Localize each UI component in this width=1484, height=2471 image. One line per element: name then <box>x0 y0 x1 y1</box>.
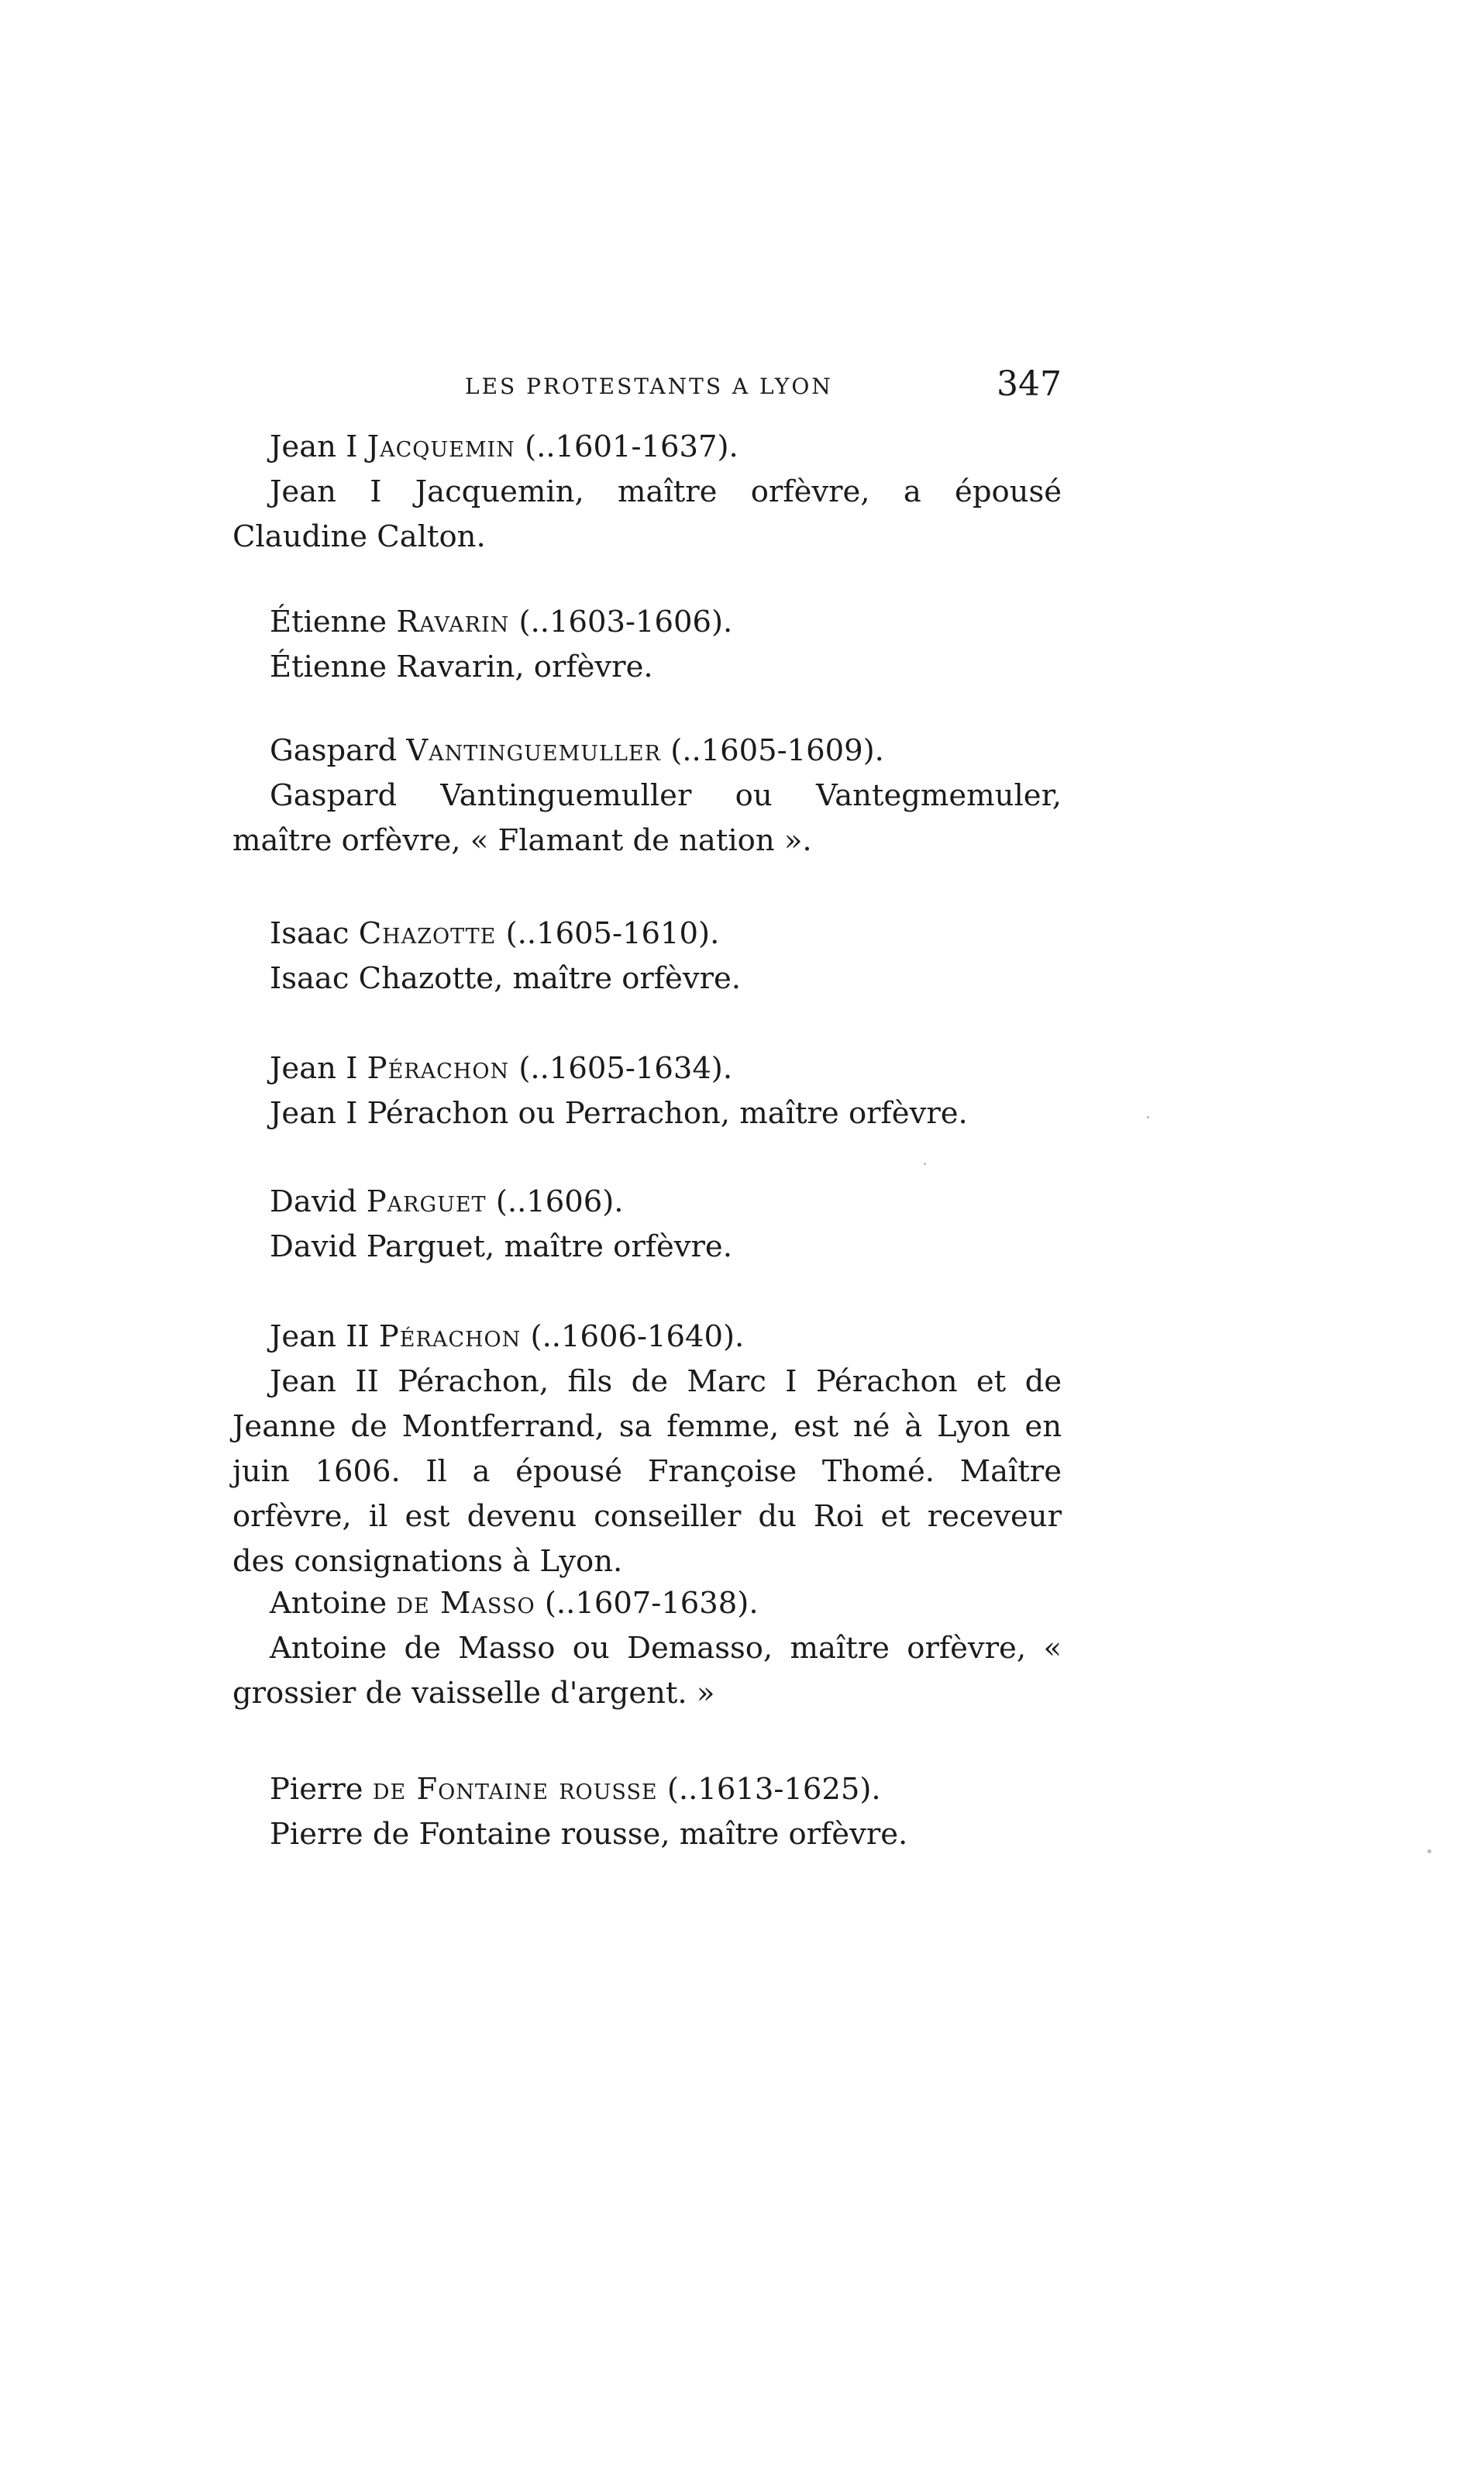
entry-heading <box>232 912 1062 956</box>
entry-body: Isaac Chazotte, maître orfèvre. <box>270 961 742 996</box>
entry-first-name: Pierre <box>270 1772 363 1807</box>
entry-dates: (..1605-1634). <box>518 1051 733 1086</box>
entry-dates: (..1606-1640). <box>530 1319 745 1354</box>
entry-surname: Vantinguemuller <box>406 733 661 768</box>
entry-body: Gaspard Vantinguemuller ou Vantegmemuler, maître orfèvre, « Flamant de nation ». <box>232 778 1062 858</box>
entry-surname: Chazotte <box>358 916 497 951</box>
entry-heading <box>232 729 1062 774</box>
entry-body: Jean I Pérachon ou Perrachon, maître orfèvre. <box>270 1096 968 1131</box>
entry-jean-ii-perachon <box>232 1315 1062 1584</box>
running-header <box>232 364 1062 419</box>
entry-surname: de Masso <box>396 1586 535 1621</box>
entry-antoine-de-masso <box>232 1581 1062 1716</box>
entry-dates: (..1607-1638). <box>544 1586 759 1621</box>
entry-dates: (..1601-1637). <box>525 429 739 464</box>
entry-david-parguet <box>232 1180 1062 1270</box>
paper-speck <box>1147 1116 1149 1118</box>
entry-pierre-de-fontaine-rousse <box>232 1767 1062 1857</box>
entry-surname: Jacquemin <box>367 429 515 464</box>
entry-heading <box>232 1315 1062 1360</box>
entry-body: David Parguet, maître orfèvre. <box>270 1229 732 1264</box>
entry-dates: (..1613-1625). <box>666 1772 881 1807</box>
page-number: 347 <box>997 364 1062 404</box>
entry-jean-i-jacquemin <box>232 425 1062 560</box>
entry-first-name: Jean I <box>270 429 358 464</box>
paper-speck <box>924 1163 926 1165</box>
entry-body: Antoine de Masso ou Demasso, maître orfèvre, « grossier de vaisselle d'argent. » <box>232 1631 1062 1711</box>
entry-jean-i-perachon <box>232 1046 1062 1136</box>
entry-gaspard-vantinguemuller <box>232 729 1062 863</box>
entry-surname: de Fontaine rousse <box>372 1772 658 1807</box>
entry-etienne-ravarin <box>232 600 1062 690</box>
entry-first-name: Étienne <box>270 605 387 639</box>
entry-dates: (..1605-1610). <box>505 916 720 951</box>
entry-surname: Ravarin <box>396 605 510 639</box>
entry-heading <box>232 1180 1062 1225</box>
entry-isaac-chazotte <box>232 912 1062 1001</box>
entry-surname: Pérachon <box>367 1051 510 1086</box>
entry-surname: Pérachon <box>378 1319 522 1354</box>
entry-body: Jean I Jacquemin, maître orfèvre, a épousé Claudine Calton. <box>232 474 1062 554</box>
entry-dates: (..1605-1609). <box>670 733 884 768</box>
entry-dates: (..1603-1606). <box>518 605 733 639</box>
entry-surname: Parguet <box>366 1184 487 1219</box>
paper-speck <box>1427 1849 1431 1853</box>
entry-first-name: Gaspard <box>270 733 398 768</box>
entry-dates: (..1606). <box>495 1184 624 1219</box>
entry-first-name: Antoine <box>270 1586 387 1621</box>
entry-heading <box>232 1046 1062 1091</box>
entry-heading <box>232 600 1062 645</box>
running-title: LES PROTESTANTS A LYON <box>465 374 833 399</box>
entry-body: Jean II Pérachon, fils de Marc I Pérachon et de Jeanne de Montferrand, sa femme, est né à Lyon en juin 1606. Il a épousé Françoise Thomé. Maître orfèvre, il est devenu conseiller du Roi et receveur des consignations à Lyon. <box>232 1364 1062 1579</box>
entry-first-name: Jean II <box>270 1319 370 1354</box>
entry-first-name: David <box>270 1184 357 1219</box>
entry-heading <box>232 1581 1062 1626</box>
entry-body: Étienne Ravarin, orfèvre. <box>270 650 653 684</box>
entry-heading <box>232 1767 1062 1812</box>
entry-heading <box>232 425 1062 470</box>
entry-first-name: Isaac <box>270 916 349 951</box>
entry-first-name: Jean I <box>270 1051 358 1086</box>
entry-body: Pierre de Fontaine rousse, maître orfèvre. <box>270 1817 908 1852</box>
